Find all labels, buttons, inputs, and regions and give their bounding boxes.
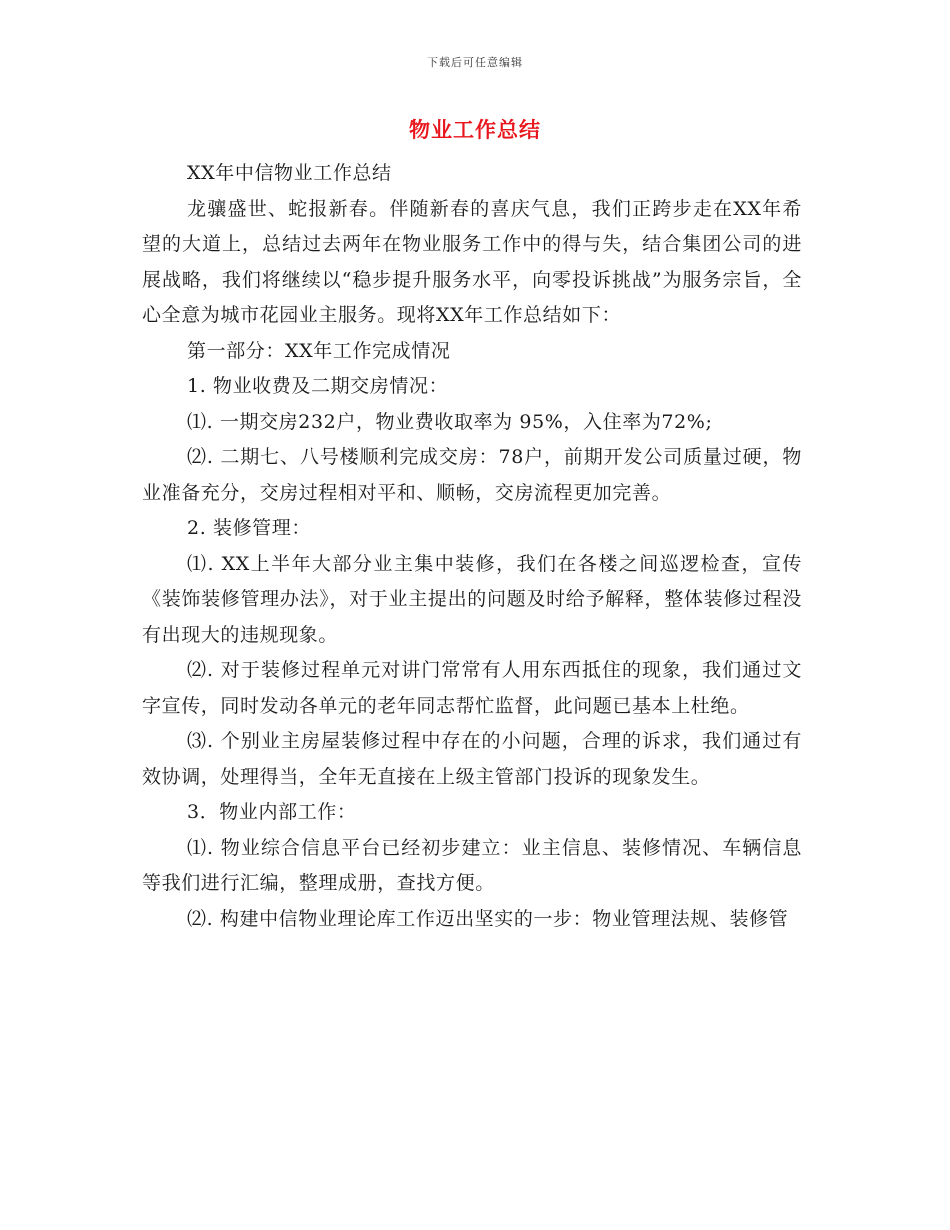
list-item: ⑴. 一期交房232户，物业费收取率为 95%，入住率为72%;	[187, 410, 713, 433]
paragraph-intro: 龙骧盛世、蛇报新春。伴随新春的喜庆气息，我们正跨步走在XX年希望的大道上，总结过去两年在物业服务工作中的得与失，结合集团公司的进展战略，我们将继续以“稳步提升服务水平，向零投诉挑战”为服务宗旨，全心全意为城市花园业主服务。现将XX年工作总结如下：	[142, 197, 802, 326]
document-title: 物业工作总结	[409, 118, 541, 142]
page-header-note: 下载后可任意编辑	[427, 56, 523, 69]
list-item: ⑵. 二期七、八号楼顺利完成交房：78户，前期开发公司质量过硬，物业准备充分，交房过程相对平和、顺畅，交房流程更加完善。	[142, 446, 802, 504]
document-body	[142, 156, 802, 937]
list-item: ⑴. 物业综合信息平台已经初步建立：业主信息、装修情况、车辆信息等我们进行汇编，整理成册，查找方便。	[142, 836, 802, 894]
section-heading-internal: 3．物业内部工作：	[187, 801, 357, 823]
paragraph-subtitle: XX年中信物业工作总结	[187, 162, 392, 184]
list-item: ⑴. XX上半年大部分业主集中装修，我们在各楼之间巡逻检查，宣传《装饰装修管理办法》，对于业主提出的问题及时给予解释，整体装修过程没有出现大的违规现象。	[142, 552, 802, 646]
section-heading-part-one: 第一部分：XX年工作完成情况	[187, 339, 451, 362]
list-item: ⑵. 构建中信物业理论库工作迈出坚实的一步：物业管理法规、装修管	[187, 907, 789, 930]
list-item: ⑵. 对于装修过程单元对讲门常常有人用东西抵住的现象，我们通过文字宣传，同时发动各单元的老年同志帮忙监督，此问题已基本上杜绝。	[142, 659, 802, 717]
section-heading-fees: 1. 物业收费及二期交房情况：	[187, 375, 449, 397]
list-item: ⑶. 个别业主房屋装修过程中存在的小问题，合理的诉求，我们通过有效协调，处理得当，全年无直接在上级主管部门投诉的现象发生。	[142, 730, 802, 788]
section-heading-renovation: 2. 装修管理：	[187, 517, 311, 539]
